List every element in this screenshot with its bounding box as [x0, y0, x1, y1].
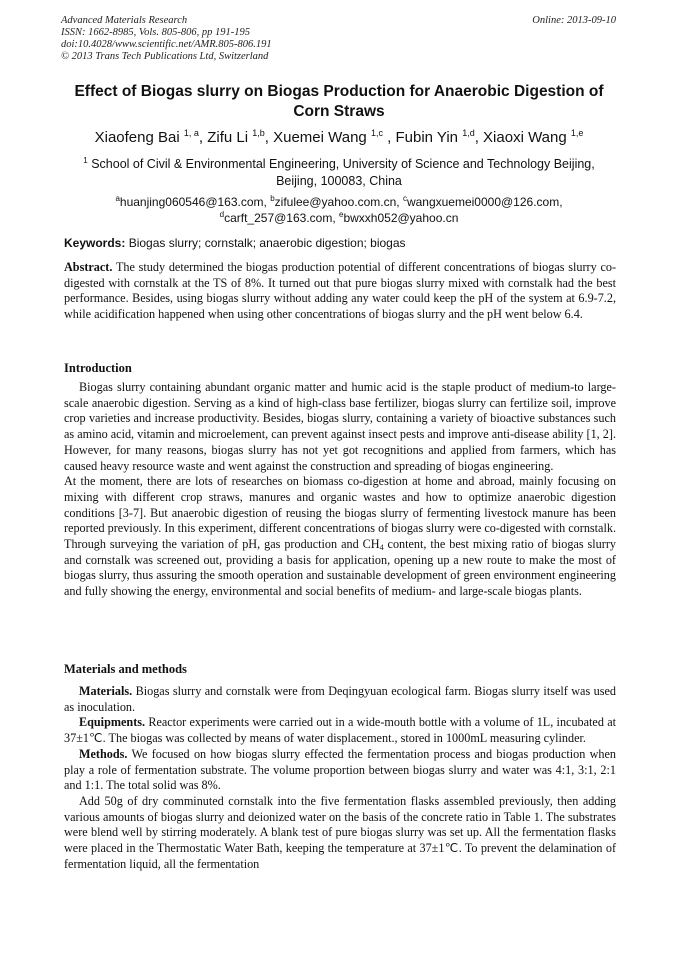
- email-a: huanjing060546@163.com,: [119, 195, 267, 209]
- abstract: [64, 260, 616, 323]
- introduction-body: [64, 380, 616, 600]
- issn-line: ISSN: 1662-8985, Vols. 805-806, pp 191-195: [61, 27, 250, 38]
- email-c: wangxuemei0000@126.com,: [406, 195, 563, 209]
- author-name: Zifu Li: [207, 129, 249, 146]
- introduction-heading: Introduction: [64, 361, 132, 375]
- online-date: Online: 2013-09-10: [532, 15, 616, 26]
- author-sup: 1,c: [370, 128, 383, 138]
- abstract-label: Abstract.: [64, 260, 113, 274]
- author-sup: 1,e: [570, 128, 584, 138]
- equipments-paragraph: Equipments. Reactor experiments were carried out in a wide-mouth bottle with a volume of 1L, incubated at 37±1℃. The biogas was collected by means of water displacement., stored in 1000mL measuring cylinder.: [64, 715, 617, 746]
- intro-paragraph-1: Biogas slurry containing abundant organic matter and humic acid is the staple product of medium-to large-scale anaerobic digestion. Serving as a kind of high-class base fertilizer, biogas slurry can fertilize soil, improve crop varieties and increase productivity. Besides, biogas slurry, containing a variety of bioactive substances such as amino acid, vitamin and microelement, can prevent against insect pests and improve anti-disease ability [1, 2]. However, for many reasons, biogas slurry has not yet got recognitions and applied from farmers, which has caused heavy resource waste and went against the construction and spreading of biogas engineering.: [64, 380, 616, 473]
- keywords: [64, 236, 616, 251]
- email-d: carft_257@163.com,: [224, 211, 336, 225]
- copyright-line: © 2013 Trans Tech Publications Ltd, Switzerland: [61, 51, 269, 62]
- author-sup: 1,b: [252, 128, 265, 138]
- email-b: zifulee@yahoo.com.cn,: [274, 195, 400, 209]
- author-list: Xiaofeng Bai $^{1, a}$, Zifu Li $^{1,b}$, Xuemei Wang $^{1,c}$ , Fubin Yin $^{1,d}$, Xiaoxi Wang $^{1,e}$: [94, 128, 584, 146]
- author-emails: $^a$huanjing060546@163.com, $^b$zifulee@yahoo.com.cn, $^c$wangxuemei0000@126.com, $^d$carft_257@163.com, $^e$bwxxh052@yahoo.cn: [115, 194, 563, 225]
- intro-paragraph-2: At the moment, there are lots of researches on biomass co-digestion at home and abroad, mainly focusing on mixing with different crop straws, manures and organic wastes and how to optimize anaerobic digestion conditions [3-7]. But anaerobic digestion of reusing the biogas slurry of fermenting livestock manure has been reported previously. In this experiment, different concentrations of biogas slurry were co-digested with cornstalk. Through surveying the variation of pH, gas production and $CH_4$ content, the best mixing ratio of biogas slurry and cornstalk was screened out, providing a basis for application, opening up a new route to make the most of biogas slurry, thus assuring the smooth operation and sustainable development of green environment engineering and fully showing the energy, environmental and social benefits of medium- and large-scale biogas plants.: [64, 474, 616, 599]
- methods-heading: Materials and methods: [64, 662, 187, 676]
- doi-line: doi:10.4028/www.scientific.net/AMR.805-806.191: [61, 39, 272, 50]
- email-e: bwxxh052@yahoo.cn: [343, 211, 459, 225]
- author-name: Xuemei Wang: [273, 129, 367, 146]
- keywords-text: Biogas slurry; cornstalk; anaerobic digestion; biogas: [128, 236, 406, 250]
- abstract-text: The study determined the biogas production potential of different concentrations of biogas slurry co-digested with cornstalk at the TS of 8%. It turned out that pure biogas slurry mixed with cornstalk had the best performance. Besides, using biogas slurry without adding any water could keep the pH of the system at 6.9-7.2, while acidification happened when using other concentrations of biogas slurry and the pH went below 6.4.: [64, 260, 616, 322]
- journal-name: Advanced Materials Research: [61, 15, 188, 26]
- keywords-label: Keywords:: [64, 236, 126, 250]
- author-sup: 1, a: [183, 128, 199, 138]
- methods-paragraph: Methods. We focused on how biogas slurry effected the fermentation process and biogas production when play a role of fermentation substrate. The volume proportion between biogas slurry and water was 4:1, 3:1, 2:1 and 1:1. The total solid was 8%.: [64, 746, 617, 793]
- materials-paragraph: Materials. Biogas slurry and cornstalk were from Deqingyuan ecological farm. Biogas slurry itself was used as inoculation.: [64, 684, 616, 714]
- journal-header: [61, 15, 616, 63]
- author-name: Fubin Yin: [395, 129, 459, 146]
- paper-title: Effect of Biogas slurry on Biogas Production for Anaerobic Digestion of Corn Straws: [74, 83, 604, 120]
- affiliation-text: School of Civil & Environmental Engineering, University of Science and Technology Beijing, Beijing, 100083, China: [91, 157, 595, 188]
- author-name: Xiaoxi Wang: [483, 129, 567, 146]
- affiliation: [80, 156, 598, 190]
- author-name: Xiaofeng Bai: [94, 129, 180, 146]
- methods-body: [64, 684, 616, 872]
- procedure-paragraph: Add 50g of dry comminuted cornstalk into the five fermentation flasks assembled previously, then adding various amounts of biogas slurry and deionized water on the basis of the concrete ratio in Table 1. The substrates were blend well by stirring moderately. A blank test of pure biogas slurry was set up. All the fermentation flasks were placed in the Thermostatic Water Bath, keeping the temperature at 37±1℃. To prevent the delamination of fermentation liquid, all the fermentation: [64, 793, 616, 871]
- affiliation-sup: 1: [83, 156, 88, 165]
- author-sup: 1,d: [462, 128, 475, 138]
